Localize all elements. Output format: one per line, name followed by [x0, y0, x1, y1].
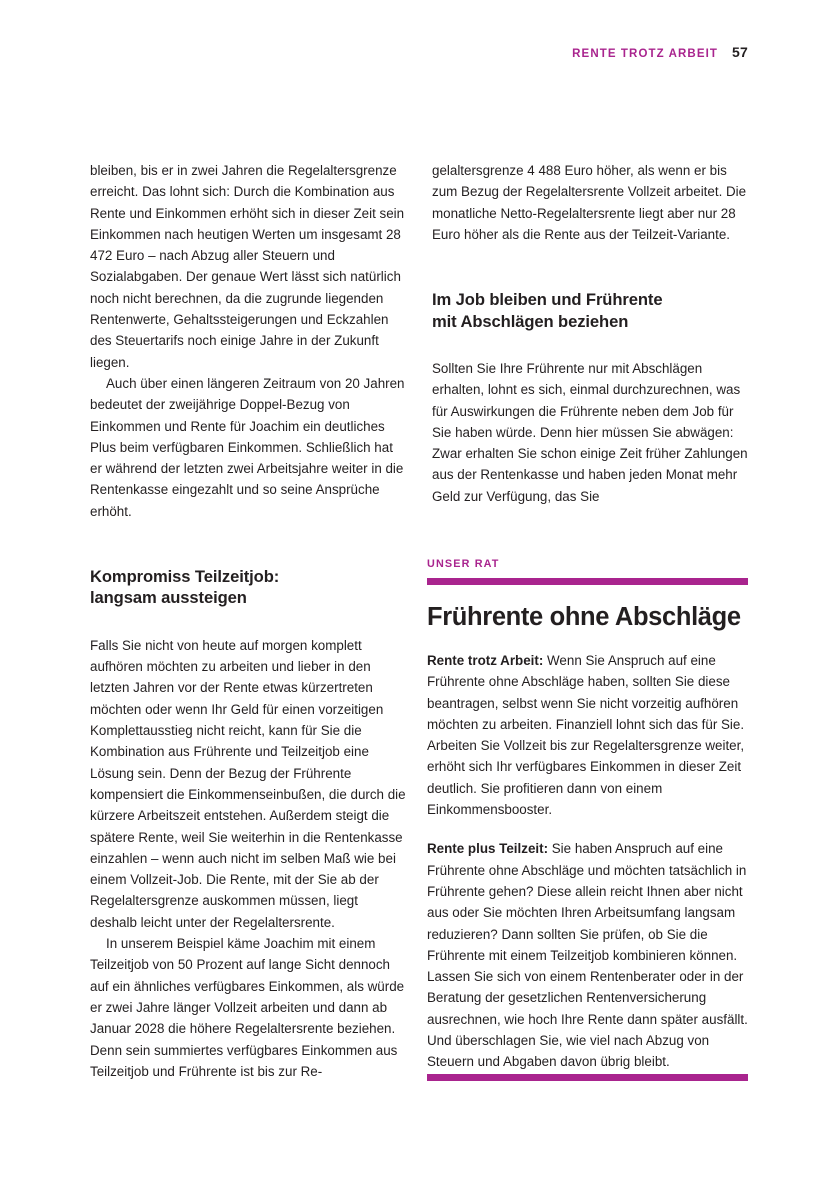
tip-box-item [427, 820, 748, 1072]
tip-box-bottom-rule [427, 1074, 748, 1081]
spacer [432, 245, 748, 289]
spacer [432, 332, 748, 358]
tip-box-item [427, 632, 748, 820]
spacer [90, 522, 406, 566]
paragraph: gelaltersgrenze 4 488 Euro höher, als wenn er bis zum Bezug der Regelaltersrente Vollzeit arbeitet. Die monatliche Netto-Regelaltersrente liegt aber nur 28 Euro höher als die Rente aus der Teilzeit-Variante. [432, 163, 747, 242]
tip-box-kicker: UNSER RAT [427, 558, 500, 570]
section-heading-im-job-bleiben: Im Job bleiben und Frührente mit Abschlägen beziehen [432, 290, 663, 331]
running-head-title: RENTE TROTZ ARBEIT [572, 48, 719, 60]
tip-box-title: Frührente ohne Abschläge [427, 603, 741, 631]
tip-box-item-text: Wenn Sie Anspruch auf eine Frührente ohne Abschläge haben, sollten Sie diese beantragen, selbst wenn Sie nicht vorzeitig aufhören möchten zu arbeiten. Finanziell lohnt sich das für Sie. Arbeiten Sie Vollzeit bis zur Regelaltersgrenze weiter, erhöht sich Ihr verfügbares Einkommen in dieser Zeit deutlich. Sie profitieren dann von einem Einkommensbooster. [427, 653, 745, 818]
page-number: 57 [732, 44, 748, 60]
left-column [90, 160, 406, 1082]
paragraph: bleiben, bis er in zwei Jahren die Regelaltersgrenze erreicht. Das lohnt sich: Durch die Kombination aus Rente und Einkommen erhöht sich in dieser Zeit sein Einkommen nach heutigen Werten um insgesamt 28 472 Euro – nach Abzug aller Steuern und Sozialabgaben. Der genaue Wert lässt sich natürlich noch nicht berechnen, da die zugrunde liegenden Rentenwerte, Gehaltssteigerungen und Eckzahlen des Steuertarifs noch einige Jahre in der Zukunft liegen. [90, 163, 405, 370]
paragraph: In unserem Beispiel käme Joachim mit einem Teilzeitjob von 50 Prozent auf lange Sicht dennoch auf ein ähnliches verfügbares Einkommen, als würde er zwei Jahre länger Vollzeit arbeiten und dann ab Januar 2028 die höhere Regelaltersrente beziehen. Denn sein summiertes verfügbares Einkommen aus Teilzeitjob und Frührente ist bis zur Re- [90, 936, 405, 1079]
tip-box-item-text: Sie haben Anspruch auf eine Frührente ohne Abschläge und möchten tatsächlich in Frührente gehen? Diese allein reicht Ihnen aber nicht aus oder Sie möchten Ihren Arbeitsumfang langsam reduzieren? Dann sollten Sie prüfen, ob Sie die Frührente mit einem Teilzeitjob kombinieren können. Lassen Sie sich von einem Rentenberater oder in der Beratung der gesetzlichen Rentenversicherung ausrechnen, wie hoch Ihre Rente dann später ausfällt. Und überschlagen Sie, wie viel nach Abzug von Steuern und Abgaben davon übrig bleibt. [427, 841, 748, 1070]
paragraph: Falls Sie nicht von heute auf morgen komplett aufhören möchten zu arbeiten und lieber in den letzten Jahren vor der Rente etwas kürzertreten möchten oder wenn Ihr Geld für einen vorzeitigen Komplettausstieg nicht reicht, kann für Sie die Kombination aus Frührente und Teilzeitjob eine Lösung sein. Denn der Bezug der Frührente kompensiert die Einkommenseinbußen, die durch die kürzere Arbeitszeit entstehen. Außerdem steigt die spätere Rente, weil Sie weiterhin in die Rentenkasse einzahlen – wenn auch nicht im selben Maß wie bei einem Vollzeit-Job. Die Rente, mit der Sie ab der Regelaltersgrenze auskommen müssen, liegt deshalb leicht unter der Regelaltersrente. [90, 637, 406, 930]
running-head [572, 44, 748, 60]
spacer [90, 609, 406, 635]
tip-box-item-lead: Rente trotz Arbeit: [427, 653, 544, 668]
section-heading-teilzeitjob: Kompromiss Teilzeitjob: langsam aussteigen [90, 567, 280, 608]
paragraph: Sollten Sie Ihre Frührente nur mit Abschlägen erhalten, lohnt es sich, einmal durchzurechnen, was für Auswirkungen die Frührente neben dem Job für Sie haben würde. Denn hier müssen Sie abwägen: Zwar erhalten Sie schon einige Zeit früher Zahlungen aus der Rentenkasse und haben jeden Monat mehr Geld zur Verfügung, das Sie [432, 361, 748, 504]
paragraph: Auch über einen längeren Zeitraum von 20 Jahren bedeutet der zweijährige Doppel-Bezug von Einkommen und Rente für Joachim ein deutliches Plus beim verfügbaren Einkommen. Schließlich hat er während der letzten zwei Arbeitsjahre weiter in die Rentenkasse eingezahlt und so seine Ansprüche erhöht. [90, 375, 405, 519]
tip-box-top-rule [427, 578, 748, 585]
tip-box-item-lead: Rente plus Teilzeit: [427, 841, 549, 857]
tip-box [427, 557, 748, 1073]
